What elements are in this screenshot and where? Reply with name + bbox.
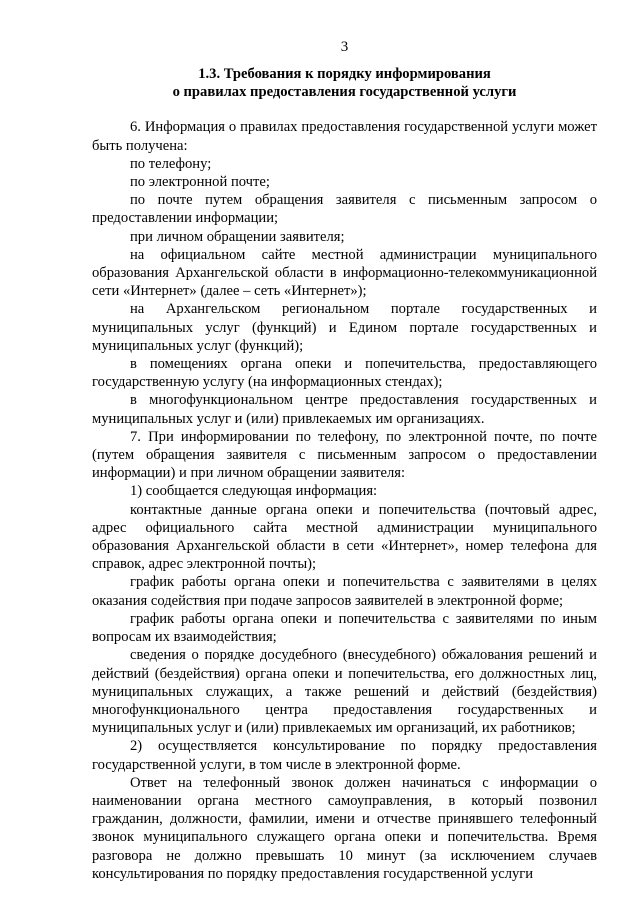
subitem-2: 2) осуществляется консультирование по порядку предоставления государственной услуги, в том числе в электронной форме. bbox=[92, 738, 597, 773]
section-heading bbox=[92, 65, 597, 101]
page-number: 3 bbox=[340, 39, 349, 55]
subitem-contacts: контактные данные органа опеки и попечительства (почтовый адрес, адрес официального сайта местной администрации муниципального образования Архангельской области в сети «Интернет», номер телефона для справок, адрес электронной почты); bbox=[92, 501, 597, 573]
list-item-post: по почте путем обращения заявителя с письменным запросом о предоставлении информации; bbox=[92, 192, 597, 227]
list-item-phone: по телефону; bbox=[130, 155, 212, 172]
subitem-appeal-procedure: сведения о порядке досудебного (внесудебного) обжалования решений и действий (бездействия) органа опеки и попечительства, его должностных лиц, муниципальных служащих, а также решений и действий (бездействия) многофункционального центра предоставления государственных и муниципальных услуг и (или) привлекаемых им организаций, их работников; bbox=[92, 647, 597, 737]
list-item-mfc: в многофункциональном центре предоставления государственных и муниципальных услуг и (или) привлекаемых им организациях. bbox=[92, 392, 597, 427]
document-body bbox=[92, 118, 597, 883]
subitem-1: 1) сообщается следующая информация: bbox=[130, 483, 378, 500]
subitem-schedule-other: график работы органа опеки и попечительства с заявителями по иным вопросам их взаимодействия; bbox=[92, 610, 597, 646]
list-item-official-site: на официальном сайте местной администрации муниципального образования Архангельской области в информационно-телекоммуникационной сети «Интернет» (далее – сеть «Интернет»); bbox=[92, 246, 597, 300]
subitem-schedule-electronic: график работы органа опеки и попечительства с заявителями в целях оказания содействия при подаче запросов заявителей в электронной форме; bbox=[92, 574, 597, 609]
section-heading-line-1: 1.3. Требования к порядку информирования bbox=[198, 66, 491, 82]
list-item-in-person: при личном обращении заявителя; bbox=[130, 228, 345, 245]
list-item-portals: на Архангельском региональном портале государственных и муниципальных услуг (функций) и Едином портале государственных и муниципальных услуг (функций); bbox=[92, 301, 597, 354]
section-heading-line-2: о правилах предоставления государственной услуги bbox=[172, 84, 517, 101]
paragraph-7-intro: 7. При информировании по телефону, по электронной почте, по почте (путем обращения заявителя с письменным запросом о предоставлении информации) и при личном обращении заявителя: bbox=[92, 428, 597, 482]
paragraph-6-intro: 6. Информация о правилах предоставления государственной услуги может быть получена: bbox=[92, 119, 597, 154]
document-page bbox=[92, 38, 597, 883]
paragraph-phone-answer: Ответ на телефонный звонок должен начинаться с информации о наименовании органа местного самоуправления, в который позвонил гражданин, должности, фамилии, имени и отчестве принявшего телефонный звонок муниципального служащего органа опеки и попечительства. Время разговора не должно превышать 10 минут (за исключением случаев консультирования по порядку предоставления государственной услуги bbox=[92, 774, 597, 882]
list-item-premises: в помещениях органа опеки и попечительства, предоставляющего государственную услугу (на информационных стендах); bbox=[92, 356, 597, 391]
list-item-email: по электронной почте; bbox=[130, 174, 270, 191]
